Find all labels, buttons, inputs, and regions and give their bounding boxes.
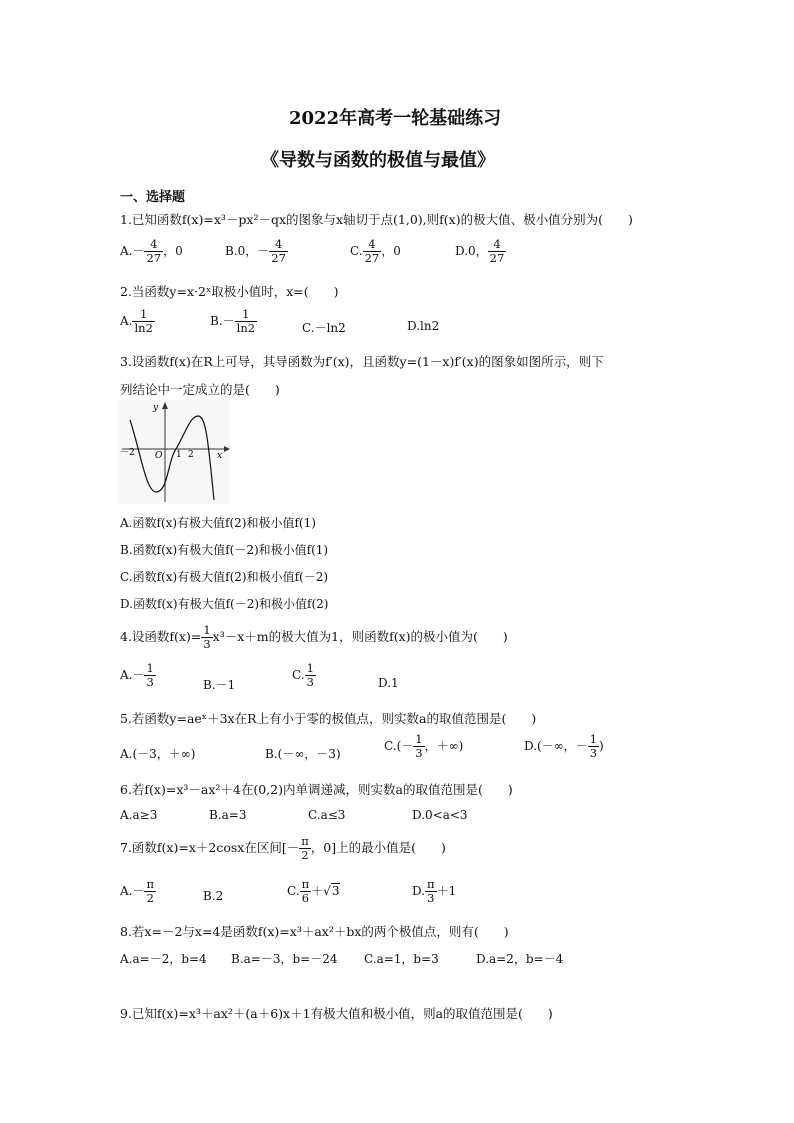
question-3-stem-line2: 列结论中一定成立的是( ): [120, 382, 280, 397]
numerator: 1: [415, 732, 423, 746]
numerator: 1: [306, 661, 314, 675]
fraction: [413, 733, 424, 760]
denominator: 2: [301, 848, 309, 863]
page-title: 2022年高考一轮基础练习: [289, 108, 502, 129]
sqrt-radicand: 3: [331, 884, 340, 899]
question-6-option-a: A.a≥3: [120, 808, 158, 822]
denominator: 3: [203, 637, 211, 652]
question-5-option-a: A.(－3，＋∞): [120, 747, 196, 761]
denominator: 27: [271, 251, 286, 266]
graph-label-y: y: [153, 403, 159, 413]
question-8-option-c: C.a=1，b=3: [364, 952, 439, 966]
question-6-option-d: D.0<a<3: [412, 808, 468, 822]
question-6-stem: 6.若f(x)=x³－ax²＋4在(0,2)内单调递减，则实数a的取值范围是( ): [120, 782, 513, 797]
question-8-option-d: D.a=2，b=－4: [476, 952, 564, 966]
fraction: [144, 238, 163, 265]
fraction: [235, 308, 257, 335]
numerator: 4: [363, 238, 382, 252]
option-tail: ，0: [381, 244, 401, 259]
question-2-option-d: D.ln2: [407, 319, 440, 333]
option-label: D.: [412, 884, 426, 899]
denominator: 6: [301, 891, 310, 906]
question-5-option-c: [384, 733, 463, 760]
question-1-option-b: [225, 238, 288, 265]
question-1-option-c: [350, 238, 401, 265]
question-7-option-d: [412, 878, 456, 905]
numerator: 1: [203, 623, 211, 637]
question-5-option-b: B.(－∞，－3): [265, 747, 341, 761]
numerator: 1: [589, 732, 598, 746]
question-4-option-a: [120, 662, 156, 689]
question-3-stem-line1: 3.设函数f(x)在R上可导，其导函数为f′(x)，且函数y=(1－x)f′(x)的图象如图所示，则下: [120, 354, 604, 369]
option-tail: ＋1: [436, 884, 457, 899]
question-1-option-d: [455, 238, 506, 265]
option-label: C.: [292, 668, 305, 683]
option-label: D.(－∞，－: [524, 739, 588, 754]
question-1-stem: 1.已知函数f(x)=x³－px²－qx的图象与x轴切于点(1,0),则f(x)的极大值、极小值分别为( ): [120, 212, 633, 227]
option-label: B.0，－: [225, 244, 270, 259]
question-7-option-b: B.2: [203, 889, 224, 903]
denominator: 3: [589, 746, 598, 761]
option-tail: ): [599, 739, 604, 754]
denominator: 3: [415, 746, 423, 761]
option-tail: ，＋∞): [424, 739, 464, 754]
question-2-stem: 2.当函数y=x·2ˣ取极小值时，x=( ): [120, 284, 339, 299]
question-3-graph: [118, 400, 230, 504]
denominator: 27: [146, 251, 162, 266]
option-label: D.0，: [455, 244, 488, 259]
question-4-stem: [120, 624, 508, 651]
question-3-option-b: B.函数f(x)有极大值f(－2)和极小值f(1): [120, 543, 329, 557]
numerator: π: [427, 877, 435, 891]
question-7-stem: [120, 835, 446, 862]
question-7-option-a: [120, 878, 156, 905]
question-5-option-d: [524, 733, 604, 760]
graph-tick-neg2: －2: [120, 448, 135, 458]
option-label: A.－: [120, 884, 145, 899]
numerator: 1: [132, 308, 154, 322]
fraction: [269, 238, 288, 265]
question-3-option-d: D.函数f(x)有极大值f(－2)和极小值f(2): [120, 597, 329, 611]
fraction: [488, 238, 507, 265]
question-3-option-a: A.函数f(x)有极大值f(2)和极小值f(1): [120, 516, 316, 530]
fraction: [300, 878, 312, 905]
option-tail: ，0: [163, 244, 183, 259]
fraction: [144, 662, 155, 689]
numerator: 4: [488, 238, 507, 252]
option-label: A.－: [120, 244, 145, 259]
denominator: 3: [427, 891, 435, 906]
numerator: π: [301, 834, 309, 848]
fraction: [363, 238, 382, 265]
question-4-option-d: D.1: [378, 676, 399, 690]
question-4-option-b: B.－1: [203, 678, 236, 692]
section-heading: 一、选择题: [120, 190, 186, 205]
denominator: 3: [306, 675, 314, 690]
fraction: [299, 835, 311, 862]
question-3-option-c: C.函数f(x)有极大值f(2)和极小值f(－2): [120, 570, 329, 584]
graph-label-origin: O: [155, 451, 163, 461]
numerator: 1: [146, 661, 154, 675]
fraction: [588, 733, 599, 760]
option-label: C.(－: [384, 739, 414, 754]
fraction: [201, 624, 212, 651]
fraction: [144, 878, 156, 905]
graph-tick-2: 2: [188, 450, 194, 460]
fraction: [305, 662, 316, 689]
denominator: 27: [489, 251, 505, 266]
question-6-option-c: C.a≤3: [308, 808, 346, 822]
option-plus: ＋: [311, 884, 324, 899]
option-label: B.－: [210, 314, 235, 329]
numerator: π: [301, 877, 310, 891]
numerator: 4: [269, 238, 288, 252]
denominator: ln2: [236, 321, 256, 336]
page-subtitle: 《导数与函数的极值与最值》: [261, 150, 495, 171]
denominator: 27: [364, 251, 380, 266]
question-6-option-b: B.a=3: [209, 808, 247, 822]
question-1-option-a: [120, 238, 183, 265]
question-2-option-c: C.－ln2: [302, 321, 346, 335]
option-label: C.: [350, 244, 363, 259]
question-8-stem: 8.若x=－2与x=4是函数f(x)=x³＋ax²＋bx的两个极值点，则有( ): [120, 924, 509, 939]
question-4-option-c: [292, 662, 316, 689]
question-8-option-b: B.a=－3，b=－24: [231, 952, 338, 966]
question-9-stem: 9.已知f(x)=x³＋ax²＋(a＋6)x＋1有极大值和极小值，则a的取值范围是( ): [120, 1006, 553, 1021]
denominator: 3: [146, 675, 154, 690]
option-label: C.: [287, 884, 300, 899]
graph-label-x: x: [217, 451, 223, 461]
option-label: A.: [120, 314, 133, 329]
denominator: ln2: [134, 321, 153, 336]
fraction: [425, 878, 437, 905]
question-7-option-c: [287, 878, 340, 905]
stem-text: 7.函数f(x)=x＋2cosx在区间[－: [120, 840, 300, 856]
question-2-option-a: [120, 308, 155, 335]
numerator: 4: [144, 238, 163, 252]
denominator: 2: [146, 891, 154, 906]
numerator: π: [146, 877, 155, 891]
stem-text: ，0]上的最小值是( ): [310, 840, 446, 856]
numerator: 1: [235, 308, 257, 322]
question-5-stem: 5.若函数y=aeˣ＋3x在R上有小于零的极值点，则实数a的取值范围是( ): [120, 711, 537, 726]
option-label: A.－: [120, 668, 145, 683]
question-8-option-a: A.a=－2，b=4: [120, 952, 207, 966]
question-2-option-b: [210, 308, 257, 335]
sqrt-sign: √: [323, 884, 331, 899]
fraction: [132, 308, 154, 335]
stem-text: 4.设函数f(x)=: [120, 629, 202, 645]
graph-tick-1: 1: [176, 450, 182, 460]
stem-text: x³－x＋m的极大值为1，则函数f(x)的极小值为( ): [212, 629, 508, 645]
